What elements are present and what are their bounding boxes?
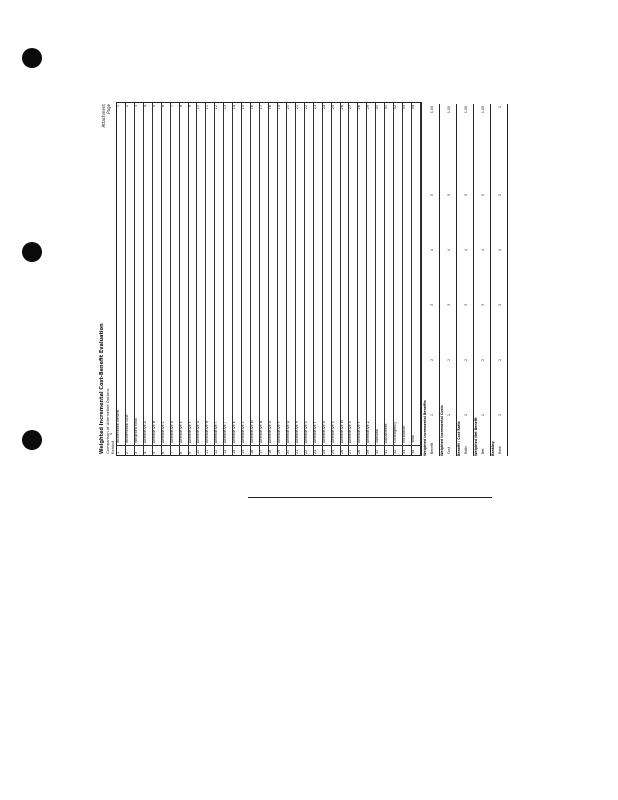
row-rank: 3 — [133, 105, 138, 108]
row-description: Alternative J — [223, 422, 228, 443]
row-description: Alternative D — [169, 420, 174, 443]
row-rank: 15 — [241, 105, 246, 110]
document-subtitle-2: Exhibit — [110, 440, 115, 454]
section-title: Weighted Incremental Costs — [440, 405, 444, 456]
row-rank: 20 — [285, 105, 290, 110]
row-rank: 19 — [276, 105, 281, 110]
row-rank: 32 — [393, 105, 398, 110]
table-row — [376, 103, 385, 455]
row-rank: 7 — [169, 105, 174, 108]
row-description: Alternative U — [321, 420, 326, 443]
table-row — [197, 103, 206, 455]
table-row — [314, 103, 323, 455]
row-code: 24 — [323, 445, 331, 455]
row-code: 34 — [412, 445, 420, 455]
section-value: 3 — [464, 303, 468, 306]
row-description: Alternative L — [241, 421, 246, 443]
row-rank: 28 — [357, 105, 362, 110]
section-value: 1 — [464, 413, 468, 416]
table-row — [323, 103, 332, 455]
attachment-page: Page — [105, 104, 111, 114]
row-code: 33 — [403, 445, 411, 455]
table-row — [358, 103, 367, 455]
row-rank: 1 — [116, 105, 120, 108]
section-total: 1 — [498, 106, 502, 109]
section-value: 5 — [498, 193, 502, 196]
document-subtitle: Comparison of Alternative Options — [105, 388, 110, 454]
row-code: 30 — [376, 445, 384, 455]
row-rank: 29 — [366, 105, 371, 110]
table-row — [215, 103, 224, 455]
table-row — [171, 103, 180, 455]
row-rank: 14 — [232, 105, 237, 110]
row-code: 1 — [117, 445, 125, 455]
row-code: 19 — [278, 445, 286, 455]
section-rule — [490, 104, 491, 456]
section-value: 1 — [447, 413, 451, 416]
row-rank: 22 — [303, 105, 308, 110]
row-code: 3 — [135, 445, 143, 455]
row-description: Contingency — [393, 421, 398, 443]
section-total: 1.00 — [481, 106, 485, 114]
row-rank: 6 — [160, 105, 165, 108]
table-row — [260, 103, 269, 455]
row-code: 15 — [242, 445, 250, 455]
row-description: Alternative I — [214, 422, 219, 443]
row-code: 29 — [367, 445, 375, 455]
table-row — [144, 103, 153, 455]
table-row — [251, 103, 260, 455]
page-number: 4 — [109, 432, 113, 435]
row-code: 11 — [206, 445, 214, 455]
section-rule — [507, 104, 508, 456]
row-rank: 10 — [196, 105, 201, 110]
section-total: 1.00 — [464, 106, 468, 114]
table-row — [403, 103, 412, 455]
summary-section — [441, 104, 457, 456]
section-value: 5 — [481, 193, 485, 196]
row-description: Alternative Y — [357, 421, 362, 443]
row-description: Alternative T — [312, 421, 317, 443]
row-code: 26 — [341, 445, 349, 455]
row-rank: 16 — [250, 105, 255, 110]
section-title: Weighted Net Benefit — [474, 417, 478, 456]
row-description: Alternative W — [339, 419, 344, 443]
row-code: 2 — [126, 445, 134, 455]
section-value: 3 — [447, 303, 451, 306]
row-code: 4 — [144, 445, 152, 455]
row-code: 18 — [269, 445, 277, 455]
row-code: 7 — [171, 445, 179, 455]
row-rank: 24 — [321, 105, 326, 110]
table-row — [153, 103, 162, 455]
section-label: Net — [481, 448, 485, 454]
row-rank: 23 — [312, 105, 317, 110]
row-description: Alternative P — [276, 421, 281, 443]
row-rank: 31 — [384, 105, 389, 110]
row-description: Alternative E — [178, 421, 183, 443]
row-code: 10 — [197, 445, 205, 455]
row-description: Alternative Z — [366, 420, 371, 443]
row-description: Alternative K — [232, 421, 237, 443]
document-attachment — [102, 104, 111, 127]
section-value: 3 — [498, 303, 502, 306]
row-rank: 4 — [142, 105, 147, 108]
row-description: Alternative B — [151, 420, 156, 443]
summary-section — [492, 104, 508, 456]
table-row — [269, 103, 278, 455]
row-description: Subtotal — [375, 428, 380, 443]
hole-punch-top — [22, 48, 42, 68]
row-rank: 12 — [214, 105, 219, 110]
section-total: 1.00 — [430, 106, 434, 114]
row-rank: 30 — [375, 105, 380, 110]
section-value: 2 — [498, 358, 502, 361]
table-row — [126, 103, 135, 455]
row-description: Alternative V — [330, 421, 335, 443]
section-value: 5 — [430, 193, 434, 196]
table-row — [206, 103, 215, 455]
table-row — [367, 103, 376, 455]
section-value: 4 — [481, 248, 485, 251]
row-rank: 27 — [348, 105, 353, 110]
row-rank: 9 — [187, 105, 192, 108]
row-description: Alternative X — [348, 420, 353, 443]
row-rank: 11 — [205, 105, 210, 110]
table-row — [180, 103, 189, 455]
section-value: 2 — [447, 358, 451, 361]
section-value: 1 — [430, 413, 434, 416]
row-rank: 25 — [330, 105, 335, 110]
row-code: 13 — [224, 445, 232, 455]
row-description: Alternative R — [294, 420, 299, 443]
section-value: 2 — [430, 358, 434, 361]
section-title: Ranking — [491, 441, 495, 456]
section-rule — [473, 104, 474, 456]
row-description: Alternative Q — [285, 420, 290, 443]
table-row — [162, 103, 171, 455]
section-value: 4 — [447, 248, 451, 251]
row-description: Alternative S — [303, 421, 308, 443]
row-description: Adjustment — [384, 423, 389, 443]
row-description: Alternative G — [196, 420, 201, 443]
hole-punch-bottom — [22, 430, 42, 450]
row-description: Alternative O — [268, 420, 272, 443]
table-row — [394, 103, 403, 455]
table-row — [305, 103, 314, 455]
rotated-document — [96, 100, 512, 460]
section-value: 2 — [464, 358, 468, 361]
table-row — [117, 103, 126, 455]
row-rank: 2 — [124, 105, 129, 108]
row-code: 32 — [394, 445, 402, 455]
section-value: 4 — [430, 248, 434, 251]
table-row — [332, 103, 341, 455]
table-row — [233, 103, 242, 455]
row-rank: 8 — [178, 105, 183, 108]
row-code: 14 — [233, 445, 241, 455]
section-label: Rank — [498, 446, 502, 454]
row-code: 21 — [296, 445, 304, 455]
document-title: Weighted Incremental Cost-Benefit Evaluation — [99, 323, 105, 454]
section-value: 1 — [481, 413, 485, 416]
row-description: Weighted total — [133, 418, 138, 443]
row-code: 20 — [287, 445, 295, 455]
section-label: Benefit — [430, 442, 434, 454]
row-rank: 34 — [411, 105, 416, 110]
row-rank: 33 — [402, 105, 407, 110]
row-description: Total — [411, 435, 416, 443]
hole-punch-middle — [22, 242, 42, 262]
attachment-label: Attachment — [101, 104, 106, 128]
section-total: 1.00 — [447, 106, 451, 114]
row-description: Alternative A — [142, 421, 147, 443]
table-row — [135, 103, 144, 455]
section-value: 4 — [464, 248, 468, 251]
row-code: 8 — [180, 445, 188, 455]
summary-section — [458, 104, 474, 456]
table-row — [349, 103, 358, 455]
table-row — [189, 103, 198, 455]
section-rule — [456, 104, 457, 456]
row-rank: 18 — [268, 105, 272, 110]
section-value: 3 — [430, 303, 434, 306]
row-rank: 13 — [223, 105, 228, 110]
section-title: Weighted Incremental Benefits — [423, 400, 427, 456]
section-title: Benefit / Cost Ratio — [457, 421, 461, 456]
row-description: Alternative F — [187, 421, 192, 443]
row-description: Alternative M — [250, 420, 255, 443]
table-row — [287, 103, 296, 455]
section-label: Ratio — [464, 445, 468, 454]
row-description: Incremental cost — [124, 414, 129, 443]
row-code: 17 — [260, 445, 268, 455]
table-row — [224, 103, 233, 455]
evaluation-table — [116, 102, 422, 456]
row-description: Alternative C — [160, 420, 165, 443]
row-code: 22 — [305, 445, 313, 455]
table-row — [412, 103, 421, 455]
section-value: 1 — [498, 413, 502, 416]
row-code: 9 — [189, 445, 197, 455]
row-code: 16 — [251, 445, 259, 455]
row-code: 31 — [385, 445, 393, 455]
row-rank: 21 — [294, 105, 299, 110]
row-code: 27 — [349, 445, 357, 455]
section-value: 4 — [498, 248, 502, 251]
row-rank: 26 — [339, 105, 344, 110]
row-description: Alternative N — [259, 420, 264, 443]
row-rank: 17 — [259, 105, 264, 110]
row-code: 25 — [332, 445, 340, 455]
table-row — [341, 103, 350, 455]
section-value: 2 — [481, 358, 485, 361]
table-row — [296, 103, 305, 455]
section-label: Cost — [447, 446, 451, 454]
summary-section — [424, 104, 440, 456]
section-value: 5 — [447, 193, 451, 196]
table-row — [278, 103, 287, 455]
row-code: 12 — [215, 445, 223, 455]
bottom-rule — [248, 497, 492, 498]
row-description: Alternative H — [205, 420, 210, 443]
row-code: 6 — [162, 445, 170, 455]
row-description: Escalation — [402, 425, 407, 443]
table-row — [385, 103, 394, 455]
section-value: 5 — [464, 193, 468, 196]
summary-section — [475, 104, 491, 456]
row-code: 23 — [314, 445, 322, 455]
section-rule — [439, 104, 440, 456]
table-row — [242, 103, 251, 455]
row-code: 5 — [153, 445, 161, 455]
section-value: 3 — [481, 303, 485, 306]
row-rank: 5 — [151, 105, 156, 108]
row-code: 28 — [358, 445, 366, 455]
row-description: Incremental benefit — [116, 409, 120, 443]
